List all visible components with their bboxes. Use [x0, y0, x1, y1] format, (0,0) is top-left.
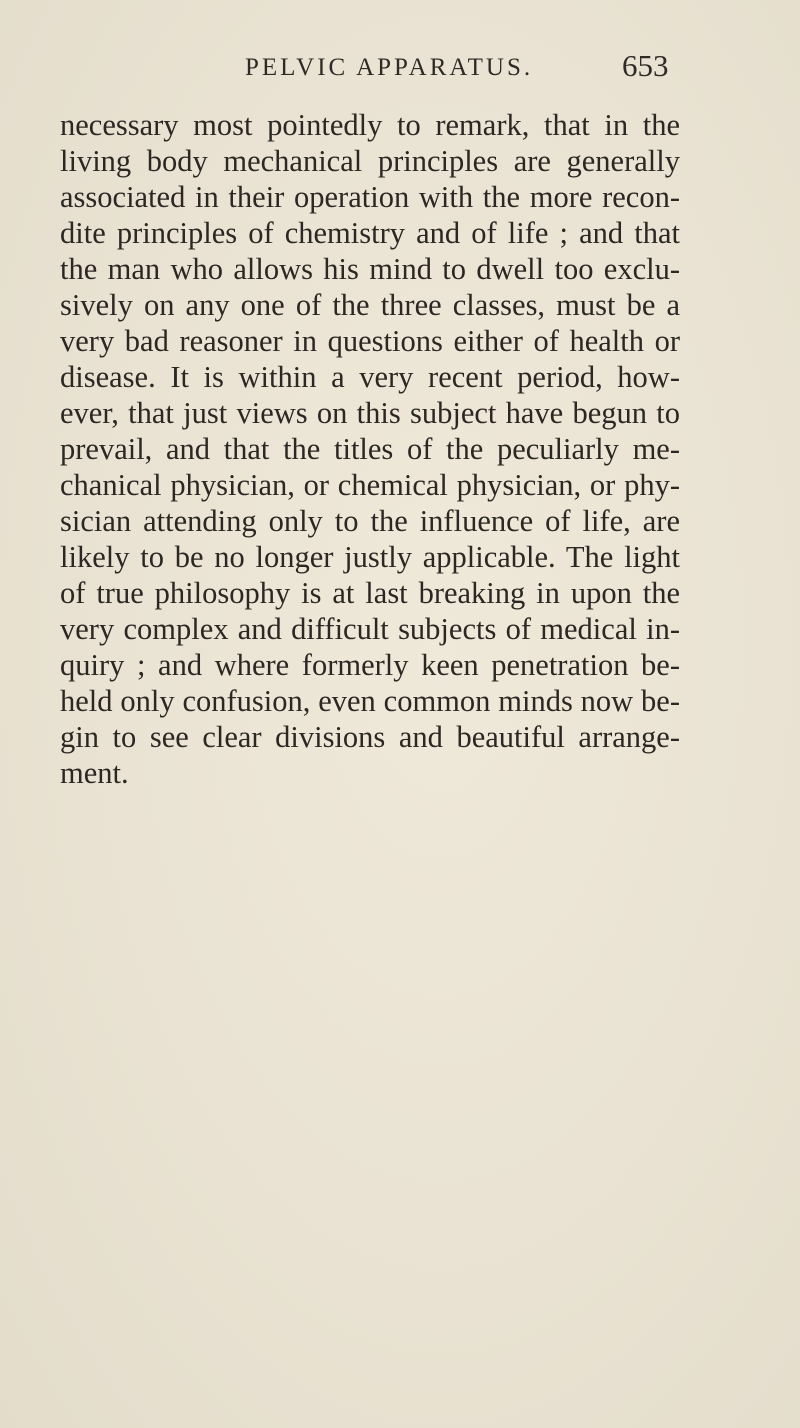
- text-line: dite principles of chemistry and of life ; and that: [60, 216, 680, 250]
- text-line: ment.: [60, 756, 129, 790]
- text-line: quiry ; and where formerly keen penetration be-: [60, 648, 680, 682]
- text-line: likely to be no longer justly applicable. The light: [60, 540, 680, 574]
- text-line: chanical physician, or chemical physician, or phy-: [60, 468, 680, 502]
- text-line: very bad reasoner in questions either of health or: [60, 324, 680, 358]
- text-line: prevail, and that the titles of the peculiarly me-: [60, 432, 680, 466]
- text-line: the man who allows his mind to dwell too exclu-: [60, 252, 680, 286]
- text-line: of true philosophy is at last breaking in upon the: [60, 576, 680, 610]
- text-line: very complex and difficult subjects of medical in-: [60, 612, 680, 646]
- running-head: PELVIC APPARATUS.: [245, 54, 534, 81]
- text-line: associated in their operation with the more recon-: [60, 180, 680, 214]
- text-line: gin to see clear divisions and beautiful arrange-: [60, 720, 680, 754]
- body-paragraph: [60, 107, 680, 791]
- text-line: disease. It is within a very recent period, how-: [60, 360, 680, 394]
- text-line: sively on any one of the three classes, must be a: [60, 288, 680, 322]
- text-line: held only confusion, even common minds now be-: [60, 684, 680, 718]
- text-line: sician attending only to the influence of life, are: [60, 504, 680, 538]
- page-header: [0, 46, 800, 86]
- text-line: ever, that just views on this subject have begun to: [60, 396, 680, 430]
- text-line: necessary most pointedly to remark, that in the: [60, 108, 680, 142]
- page-number: 653: [622, 48, 669, 83]
- text-line: living body mechanical principles are generally: [60, 144, 680, 178]
